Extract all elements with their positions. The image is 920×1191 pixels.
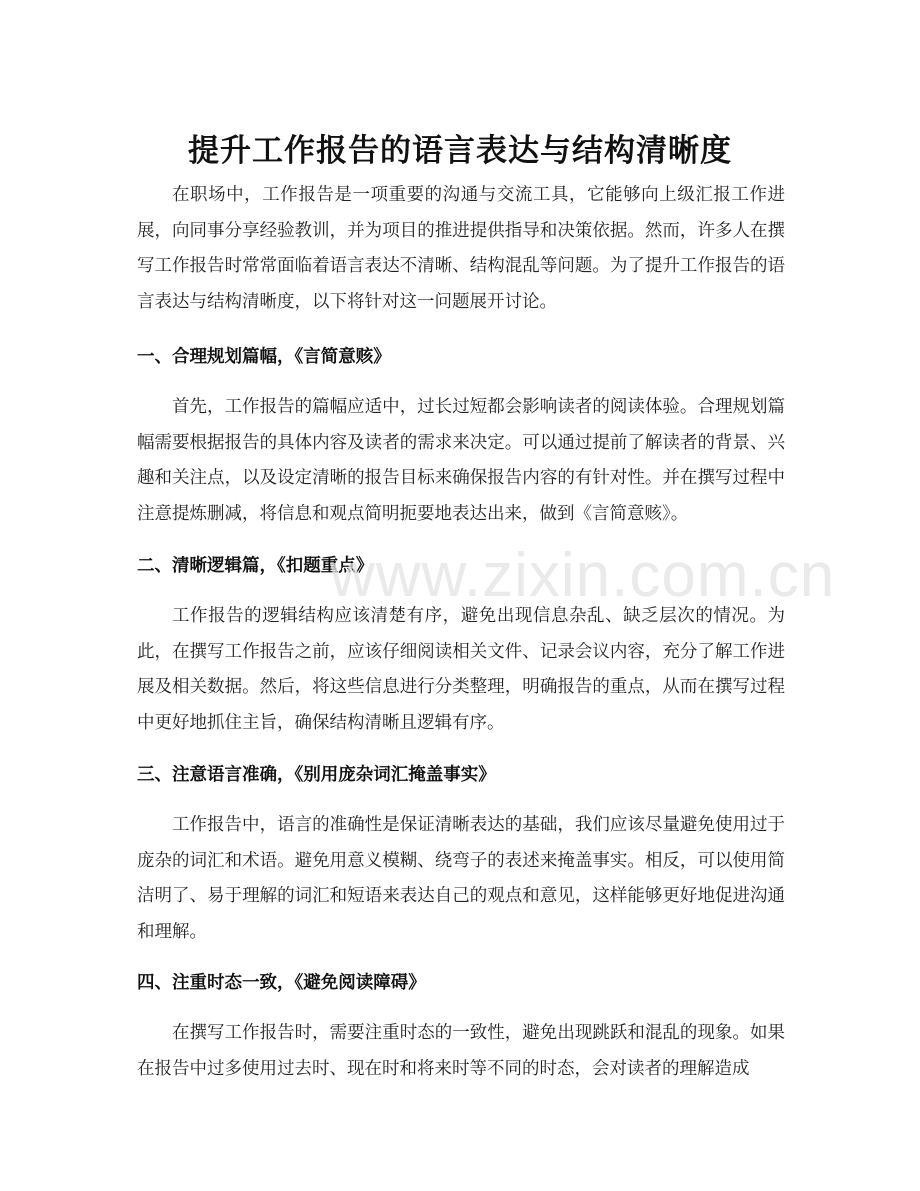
document-title: 提升工作报告的语言表达与结构清晰度 <box>188 132 732 169</box>
section-body-2: 工作报告的逻辑结构应该清楚有序，避免出现信息杂乱、缺乏层次的情况。为此，在撰写工作报告之前，应该仔细阅读相关文件、记录会议内容，充分了解工作进展及相关数据。然后，将这些信息进行分类整理，明确报告的重点，从而在撰写过程中更好地抓住主旨，确保结构清晰且逻辑有序。 <box>137 606 785 733</box>
section-heading-3: 三、注意语言准确，《别用庞杂词汇掩盖事实》 <box>137 765 496 785</box>
intro-paragraph: 在职场中，工作报告是一项重要的沟通与交流工具，它能够向上级汇报工作进展，向同事分享经验教训，并为项目的推进提供指导和决策依据。然而，许多人在撰写工作报告时常常面临着语言表达不清晰、结构混乱等问题。为了提升工作报告的语言表达与结构清晰度，以下将针对这一问题展开讨论。 <box>137 185 785 312</box>
section-heading-1: 一、合理规划篇幅，《言简意赅》 <box>137 347 391 367</box>
section-body-1: 首先，工作报告的篇幅应适中，过长过短都会影响读者的阅读体验。合理规划篇幅需要根据报告的具体内容及读者的需求来决定。可以通过提前了解读者的背景、兴趣和关注点，以及设定清晰的报告目标来确保报告内容的有针对性。并在撰写过程中注意提炼删减，将信息和观点简明扼要地表达出来，做到《言简意赅》。 <box>137 397 785 524</box>
section-body-3: 工作报告中，语言的准确性是保证清晰表达的基础，我们应该尽量避免使用过于庞杂的词汇和术语。避免用意义模糊、绕弯子的表述来掩盖事实。相反，可以使用简洁明了、易于理解的词汇和短语来表达自己的观点和意见，这样能够更好地促进沟通和理解。 <box>137 815 785 942</box>
section-body-4: 在撰写工作报告时，需要注重时态的一致性，避免出现跳跃和混乱的现象。如果在报告中过多使用过去时、现在时和将来时等不同的时态，会对读者的理解造成 <box>137 1023 785 1079</box>
section-heading-4: 四、注重时态一致，《避免阅读障碍》 <box>137 973 426 993</box>
section-heading-2: 二、清晰逻辑篇，《扣题重点》 <box>137 556 374 576</box>
watermark-text: www.zixin.com.cn <box>330 541 836 610</box>
